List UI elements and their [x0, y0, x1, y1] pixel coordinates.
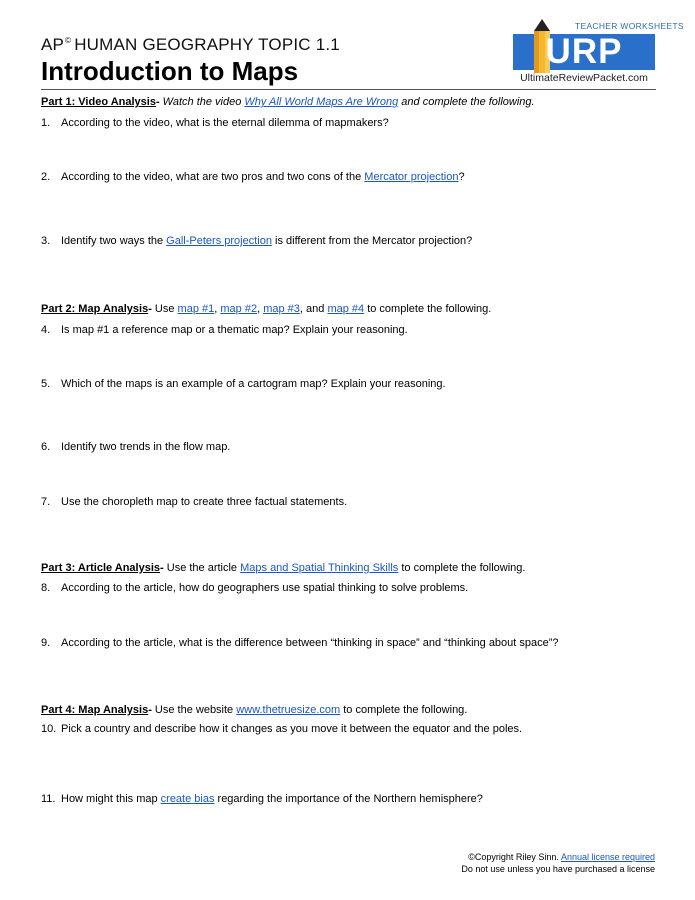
copyright-text: ©Copyright Riley Sinn. [468, 852, 561, 862]
part4-header [41, 704, 467, 716]
question-10: Pick a country and describe how it changes as you move it between the equator and the poles. [61, 723, 523, 735]
video-link[interactable]: Why All World Maps Are Wrong [244, 96, 399, 108]
part4-intro-post: to complete the following. [340, 704, 468, 716]
part1-dash: - [155, 96, 160, 108]
part1-intro-post: and complete the following. [398, 96, 535, 108]
question-number: 2. [41, 171, 51, 183]
part2-dash: - [148, 303, 152, 315]
part4-heading: Part 4: Map Analysis [41, 704, 149, 716]
map-1-link[interactable]: map #1 [177, 303, 215, 315]
question-number: 3. [41, 235, 51, 247]
question-3-post: is different from the Mercator projection? [271, 235, 473, 247]
question-number: 4. [41, 324, 51, 336]
logo-letters: URP [545, 32, 623, 71]
part2-sep: , [214, 303, 221, 315]
part2-sep: , and [299, 303, 328, 315]
question-3-pre: Identify two ways the [61, 235, 167, 247]
question-1: According to the video, what is the eternal dilemma of mapmakers? [61, 117, 389, 129]
map-2-link[interactable]: map #2 [220, 303, 258, 315]
part2-intro-pre: Use [151, 303, 178, 315]
question-number: 7. [41, 496, 51, 508]
logo-url: UltimateReviewPacket.com [520, 72, 648, 84]
part2-heading: Part 2: Map Analysis [41, 303, 149, 315]
part3-header [41, 562, 525, 574]
header-divider [41, 89, 656, 90]
question-2 [61, 171, 465, 183]
gall-peters-link[interactable]: Gall-Peters projection [166, 235, 272, 247]
question-number: 11. [41, 793, 56, 805]
question-number: 1. [41, 117, 51, 129]
article-link[interactable]: Maps and Spatial Thinking Skills [240, 562, 399, 574]
part2-sep: , [257, 303, 264, 315]
mercator-link[interactable]: Mercator projection [364, 171, 459, 183]
question-9: According to the article, what is the difference between “thinking in space” and “thinking about space”? [61, 637, 559, 649]
question-11-post: regarding the importance of the Northern hemisphere? [214, 793, 483, 805]
page-title: Introduction to Maps [41, 56, 299, 86]
question-6: Identify two trends in the flow map. [61, 441, 231, 453]
part2-intro-post: to complete the following. [364, 303, 492, 315]
part3-intro-post: to complete the following. [398, 562, 526, 574]
subtitle-topic: HUMAN GEOGRAPHY TOPIC 1.1 [74, 35, 340, 54]
map-3-link[interactable]: map #3 [263, 303, 300, 315]
part1-header [41, 96, 535, 108]
question-number: 10. [41, 723, 57, 735]
part3-heading: Part 3: Article Analysis [41, 562, 161, 574]
question-7: Use the choropleth map to create three factual statements. [61, 496, 348, 508]
part1-heading: Part 1: Video Analysis [41, 96, 156, 108]
question-number: 9. [41, 637, 51, 649]
question-number: 6. [41, 441, 51, 453]
question-5: Which of the maps is an example of a cartogram map? Explain your reasoning. [61, 378, 446, 390]
question-number: 5. [41, 378, 51, 390]
part1-intro-pre: Watch the video [159, 96, 245, 108]
course-subtitle [41, 35, 340, 55]
question-3 [61, 235, 472, 247]
logo-tagline: TEACHER WORKSHEETS [575, 21, 684, 31]
license-link[interactable]: Annual license required [560, 852, 655, 862]
create-bias-link[interactable]: create bias [160, 793, 215, 805]
question-2-pre: According to the video, what are two pros and two cons of the [61, 171, 365, 183]
license-notice: Do not use unless you have purchased a license [461, 864, 655, 874]
subtitle-ap: AP [41, 35, 65, 54]
question-8: According to the article, how do geographers use spatial thinking to solve problems. [61, 582, 469, 594]
part3-intro-pre: Use the article [163, 562, 241, 574]
question-number: 8. [41, 582, 51, 594]
part4-dash: - [148, 704, 152, 716]
question-11-pre: How might this map [61, 793, 161, 805]
question-2-post: ? [458, 171, 465, 183]
urp-logo [513, 19, 684, 87]
question-4: Is map #1 a reference map or a thematic map? Explain your reasoning. [61, 324, 408, 336]
copyright-line [468, 852, 655, 862]
truesize-link[interactable]: www.thetruesize.com [236, 704, 341, 716]
part4-intro-pre: Use the website [151, 704, 237, 716]
part2-header [41, 303, 491, 315]
part3-dash: - [160, 562, 164, 574]
map-4-link[interactable]: map #4 [327, 303, 365, 315]
question-11 [61, 793, 483, 805]
copyright-mark: © [65, 36, 72, 46]
